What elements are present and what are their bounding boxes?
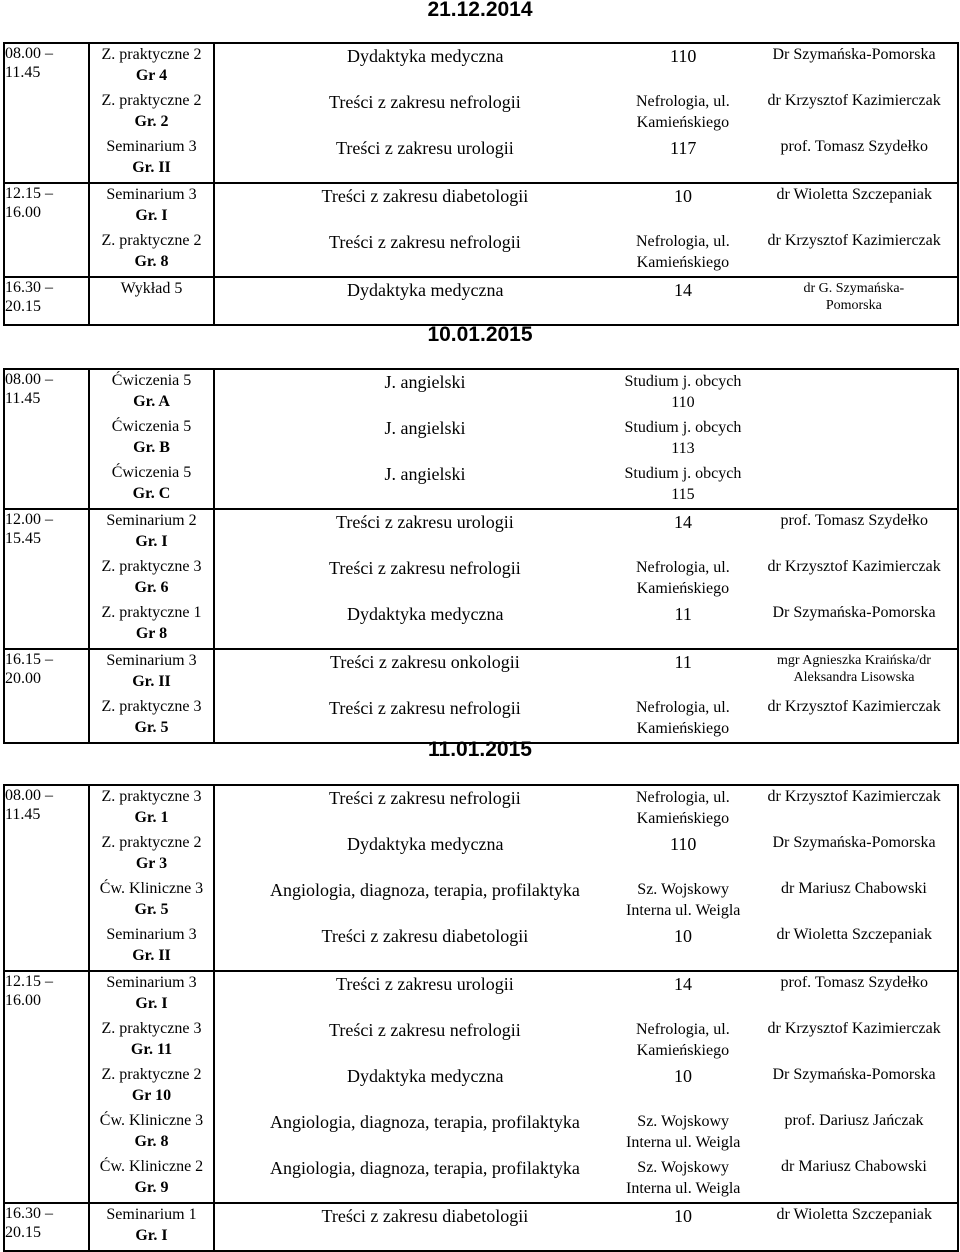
group-number: Gr. II xyxy=(132,159,171,176)
class-row xyxy=(215,972,957,1018)
room-text: 110 xyxy=(670,46,697,66)
lecturer-text: prof. Tomasz Szydełko xyxy=(780,512,928,529)
lecturer-text: Dr Szymańska-Pomorska xyxy=(772,46,936,63)
group-type: Ćw. Kliniczne 3 xyxy=(99,880,204,897)
group-item xyxy=(90,184,213,230)
subject-text: Treści z zakresu nefrologii xyxy=(329,788,521,808)
class-row xyxy=(215,278,957,324)
group-item xyxy=(90,1064,213,1110)
time-cell: 08.00 – 11.45 xyxy=(4,369,89,509)
room-text: Nefrologia, ul. Kamieńskiego xyxy=(636,1021,730,1059)
subject-text: Treści z zakresu nefrologii xyxy=(329,92,521,112)
groups-cell xyxy=(89,785,214,971)
group-item xyxy=(90,1204,213,1250)
group-number: Gr. B xyxy=(133,439,170,456)
groups-cell xyxy=(89,369,214,509)
group-number: Gr. 9 xyxy=(134,1179,169,1196)
group-item xyxy=(90,44,213,90)
lecturer-text: dr Krzysztof Kazimierczak xyxy=(767,788,941,805)
lecturer-text: Dr Szymańska-Pomorska xyxy=(772,834,936,851)
subject-text: Dydaktyka medyczna xyxy=(347,46,504,66)
class-row xyxy=(215,1064,957,1110)
group-item xyxy=(90,650,213,696)
time-cell: 08.00 – 11.45 xyxy=(4,785,89,971)
group-type: Seminarium 3 xyxy=(106,926,197,943)
room-text: 117 xyxy=(670,138,697,158)
date-heading-2: 10.01.2015 xyxy=(427,323,533,346)
lecturer-text: mgr Agnieszka Kraińska/dr Aleksandra Lisowska xyxy=(777,653,931,685)
time-cell: 16.30 – 20.15 xyxy=(4,1203,89,1251)
group-number: Gr. 11 xyxy=(130,1041,173,1058)
subject-text: J. angielski xyxy=(384,418,466,438)
group-type: Z. praktyczne 2 xyxy=(101,232,202,249)
group-number: Gr. 6 xyxy=(134,579,169,596)
groups-cell xyxy=(89,43,214,183)
subject-text: Treści z zakresu diabetologii xyxy=(321,1206,529,1226)
time-block-row xyxy=(4,971,958,1203)
class-row xyxy=(215,1204,957,1250)
classes-cell xyxy=(214,1203,958,1251)
time-block-row xyxy=(4,785,958,971)
class-row xyxy=(215,650,957,696)
group-number: Gr. 8 xyxy=(134,1133,169,1150)
time-block-row xyxy=(4,183,958,277)
groups-cell xyxy=(89,183,214,277)
groups-cell xyxy=(89,509,214,649)
group-item xyxy=(90,1018,213,1064)
time-cell: 12.15 – 16.00 xyxy=(4,971,89,1203)
group-number: Gr. 1 xyxy=(134,809,169,826)
group-item xyxy=(90,462,213,508)
group-item xyxy=(90,416,213,462)
group-number: Gr. I xyxy=(135,533,168,550)
group-type: Ćwiczenia 5 xyxy=(111,418,192,435)
classes-cell xyxy=(214,785,958,971)
class-row xyxy=(215,416,957,462)
lecturer-text: dr Krzysztof Kazimierczak xyxy=(767,92,941,109)
subject-text: J. angielski xyxy=(384,372,466,392)
room-text: 14 xyxy=(674,974,692,994)
room-text: Studium j. obcych 110 xyxy=(624,373,742,411)
class-row xyxy=(215,556,957,602)
lecturer-text: dr Krzysztof Kazimierczak xyxy=(767,558,941,575)
subject-text: Treści z zakresu nefrologii xyxy=(329,232,521,252)
group-number: Gr. I xyxy=(135,1227,168,1244)
subject-text: Treści z zakresu diabetologii xyxy=(321,926,529,946)
group-type: Seminarium 3 xyxy=(106,974,197,991)
class-row xyxy=(215,1156,957,1202)
time-cell: 12.00 – 15.45 xyxy=(4,509,89,649)
group-item xyxy=(90,878,213,924)
room-text: 10 xyxy=(674,186,692,206)
group-item xyxy=(90,556,213,602)
room-text: Sz. Wojskowy Interna ul. Weigla xyxy=(626,1159,741,1197)
group-number: Gr 4 xyxy=(135,67,168,84)
group-item xyxy=(90,1156,213,1202)
lecturer-text: dr Mariusz Chabowski xyxy=(781,880,927,897)
group-type: Seminarium 3 xyxy=(106,186,197,203)
room-text: Nefrologia, ul. Kamieńskiego xyxy=(636,233,730,271)
room-text: 14 xyxy=(674,512,692,532)
subject-text: Dydaktyka medyczna xyxy=(347,280,504,300)
lecturer-text: dr Wioletta Szczepaniak xyxy=(776,926,932,943)
class-row xyxy=(215,136,957,182)
group-type: Ćwiczenia 5 xyxy=(111,464,192,481)
subject-text: Treści z zakresu nefrologii xyxy=(329,1020,521,1040)
classes-cell xyxy=(214,971,958,1203)
class-row xyxy=(215,90,957,136)
room-text: Sz. Wojskowy Interna ul. Weigla xyxy=(626,881,741,919)
group-type: Z. praktyczne 3 xyxy=(101,788,202,805)
room-text: 11 xyxy=(674,604,692,624)
lecturer-text: dr Wioletta Szczepaniak xyxy=(776,1206,932,1223)
group-type: Z. praktyczne 2 xyxy=(101,92,202,109)
group-type: Ćw. Kliniczne 2 xyxy=(99,1158,204,1175)
group-number: Gr. II xyxy=(132,947,171,964)
schedule-table-3 xyxy=(3,784,959,1252)
lecturer-text: Dr Szymańska-Pomorska xyxy=(772,604,936,621)
group-type: Z. praktyczne 3 xyxy=(101,558,202,575)
class-row xyxy=(215,184,957,230)
group-item xyxy=(90,696,213,742)
classes-cell xyxy=(214,277,958,325)
time-block-row xyxy=(4,43,958,183)
group-type: Ćwiczenia 5 xyxy=(111,372,192,389)
group-type: Seminarium 2 xyxy=(106,512,197,529)
group-type: Seminarium 1 xyxy=(106,1206,197,1223)
group-item xyxy=(90,136,213,182)
classes-cell xyxy=(214,509,958,649)
group-number: Gr 8 xyxy=(135,625,168,642)
groups-cell xyxy=(89,971,214,1203)
room-text: Nefrologia, ul. Kamieńskiego xyxy=(636,559,730,597)
group-item xyxy=(90,90,213,136)
group-item xyxy=(90,278,213,324)
room-text: 10 xyxy=(674,1066,692,1086)
group-number: Gr. II xyxy=(132,673,171,690)
room-text: Nefrologia, ul. Kamieńskiego xyxy=(636,93,730,131)
group-number: Gr. I xyxy=(135,207,168,224)
group-type: Z. praktyczne 3 xyxy=(101,698,202,715)
group-item xyxy=(90,972,213,1018)
lecturer-text: dr Krzysztof Kazimierczak xyxy=(767,698,941,715)
classes-cell xyxy=(214,369,958,509)
room-text: 110 xyxy=(670,834,697,854)
group-number: Gr. 5 xyxy=(134,901,169,918)
subject-text: Treści z zakresu nefrologii xyxy=(329,558,521,578)
subject-text: Treści z zakresu diabetologii xyxy=(321,186,529,206)
room-text: 10 xyxy=(674,926,692,946)
class-row xyxy=(215,832,957,878)
group-number: Gr. I xyxy=(135,995,168,1012)
room-text: Studium j. obcych 113 xyxy=(624,419,742,457)
class-row xyxy=(215,696,957,742)
group-type: Seminarium 3 xyxy=(106,138,197,155)
class-row xyxy=(215,230,957,276)
time-cell: 16.15 – 20.00 xyxy=(4,649,89,743)
class-row xyxy=(215,878,957,924)
subject-text: Treści z zakresu urologii xyxy=(336,974,514,994)
subject-text: Treści z zakresu urologii xyxy=(336,138,514,158)
group-number: Gr. 5 xyxy=(134,719,169,736)
group-item xyxy=(90,230,213,276)
group-number: Gr 10 xyxy=(131,1087,172,1104)
subject-text: J. angielski xyxy=(384,464,466,484)
class-row xyxy=(215,44,957,90)
lecturer-text: dr Mariusz Chabowski xyxy=(781,1158,927,1175)
class-row xyxy=(215,1110,957,1156)
room-text: 14 xyxy=(674,280,692,300)
room-text: Sz. Wojskowy Interna ul. Weigla xyxy=(626,1113,741,1151)
subject-text: Treści z zakresu onkologii xyxy=(330,652,520,672)
time-block-row xyxy=(4,277,958,325)
lecturer-text: dr Wioletta Szczepaniak xyxy=(776,186,932,203)
subject-text: Treści z zakresu urologii xyxy=(336,512,514,532)
group-type: Z. praktyczne 2 xyxy=(101,834,202,851)
time-cell: 08.00 – 11.45 xyxy=(4,43,89,183)
room-text: Nefrologia, ul. Kamieńskiego xyxy=(636,789,730,827)
class-row xyxy=(215,786,957,832)
subject-text: Treści z zakresu nefrologii xyxy=(329,698,521,718)
time-block-row xyxy=(4,369,958,509)
schedule-table-1 xyxy=(3,42,959,326)
classes-cell xyxy=(214,183,958,277)
subject-text: Angiologia, diagnoza, terapia, profilaktyka xyxy=(270,880,580,900)
group-item xyxy=(90,1110,213,1156)
groups-cell xyxy=(89,649,214,743)
group-item xyxy=(90,924,213,970)
lecturer-text: dr Krzysztof Kazimierczak xyxy=(767,1020,941,1037)
group-type: Wykład 5 xyxy=(120,280,183,297)
group-item xyxy=(90,786,213,832)
subject-text: Angiologia, diagnoza, terapia, profilaktyka xyxy=(270,1112,580,1132)
classes-cell xyxy=(214,649,958,743)
time-cell: 12.15 – 16.00 xyxy=(4,183,89,277)
class-row xyxy=(215,924,957,970)
groups-cell xyxy=(89,1203,214,1251)
group-type: Z. praktyczne 1 xyxy=(101,604,202,621)
lecturer-text: prof. Tomasz Szydełko xyxy=(780,138,928,155)
subject-text: Dydaktyka medyczna xyxy=(347,834,504,854)
time-block-row xyxy=(4,509,958,649)
time-block-row xyxy=(4,1203,958,1251)
class-row xyxy=(215,370,957,416)
groups-cell xyxy=(89,277,214,325)
subject-text: Dydaktyka medyczna xyxy=(347,1066,504,1086)
subject-text: Angiologia, diagnoza, terapia, profilaktyka xyxy=(270,1158,580,1178)
group-item xyxy=(90,370,213,416)
group-type: Z. praktyczne 3 xyxy=(101,1020,202,1037)
date-heading-3: 11.01.2015 xyxy=(428,738,532,761)
lecturer-text: Dr Szymańska-Pomorska xyxy=(772,1066,936,1083)
group-item xyxy=(90,832,213,878)
date-heading-1: 21.12.2014 xyxy=(427,0,533,21)
classes-cell xyxy=(214,43,958,183)
class-row xyxy=(215,462,957,508)
room-text: 10 xyxy=(674,1206,692,1226)
class-row xyxy=(215,602,957,648)
group-number: Gr. C xyxy=(132,485,171,502)
group-type: Z. praktyczne 2 xyxy=(101,1066,202,1083)
group-item xyxy=(90,602,213,648)
schedule-table-2 xyxy=(3,368,959,744)
class-row xyxy=(215,1018,957,1064)
lecturer-text: dr Krzysztof Kazimierczak xyxy=(767,232,941,249)
group-item xyxy=(90,510,213,556)
subject-text: Dydaktyka medyczna xyxy=(347,604,504,624)
group-type: Ćw. Kliniczne 3 xyxy=(99,1112,204,1129)
time-block-row xyxy=(4,649,958,743)
lecturer-text: prof. Tomasz Szydełko xyxy=(780,974,928,991)
group-number: Gr. A xyxy=(133,393,170,410)
group-type: Z. praktyczne 2 xyxy=(101,46,202,63)
room-text: 11 xyxy=(674,652,692,672)
lecturer-text: prof. Dariusz Jańczak xyxy=(784,1112,924,1129)
room-text: Nefrologia, ul. Kamieńskiego xyxy=(636,699,730,737)
group-number: Gr 3 xyxy=(135,855,168,872)
room-text: Studium j. obcych 115 xyxy=(624,465,742,503)
time-cell: 16.30 – 20.15 xyxy=(4,277,89,325)
class-row xyxy=(215,510,957,556)
group-number: Gr. 8 xyxy=(134,253,169,270)
group-type: Seminarium 3 xyxy=(106,652,197,669)
group-number: Gr. 2 xyxy=(134,113,169,130)
lecturer-text: dr G. Szymańska- Pomorska xyxy=(803,281,905,313)
